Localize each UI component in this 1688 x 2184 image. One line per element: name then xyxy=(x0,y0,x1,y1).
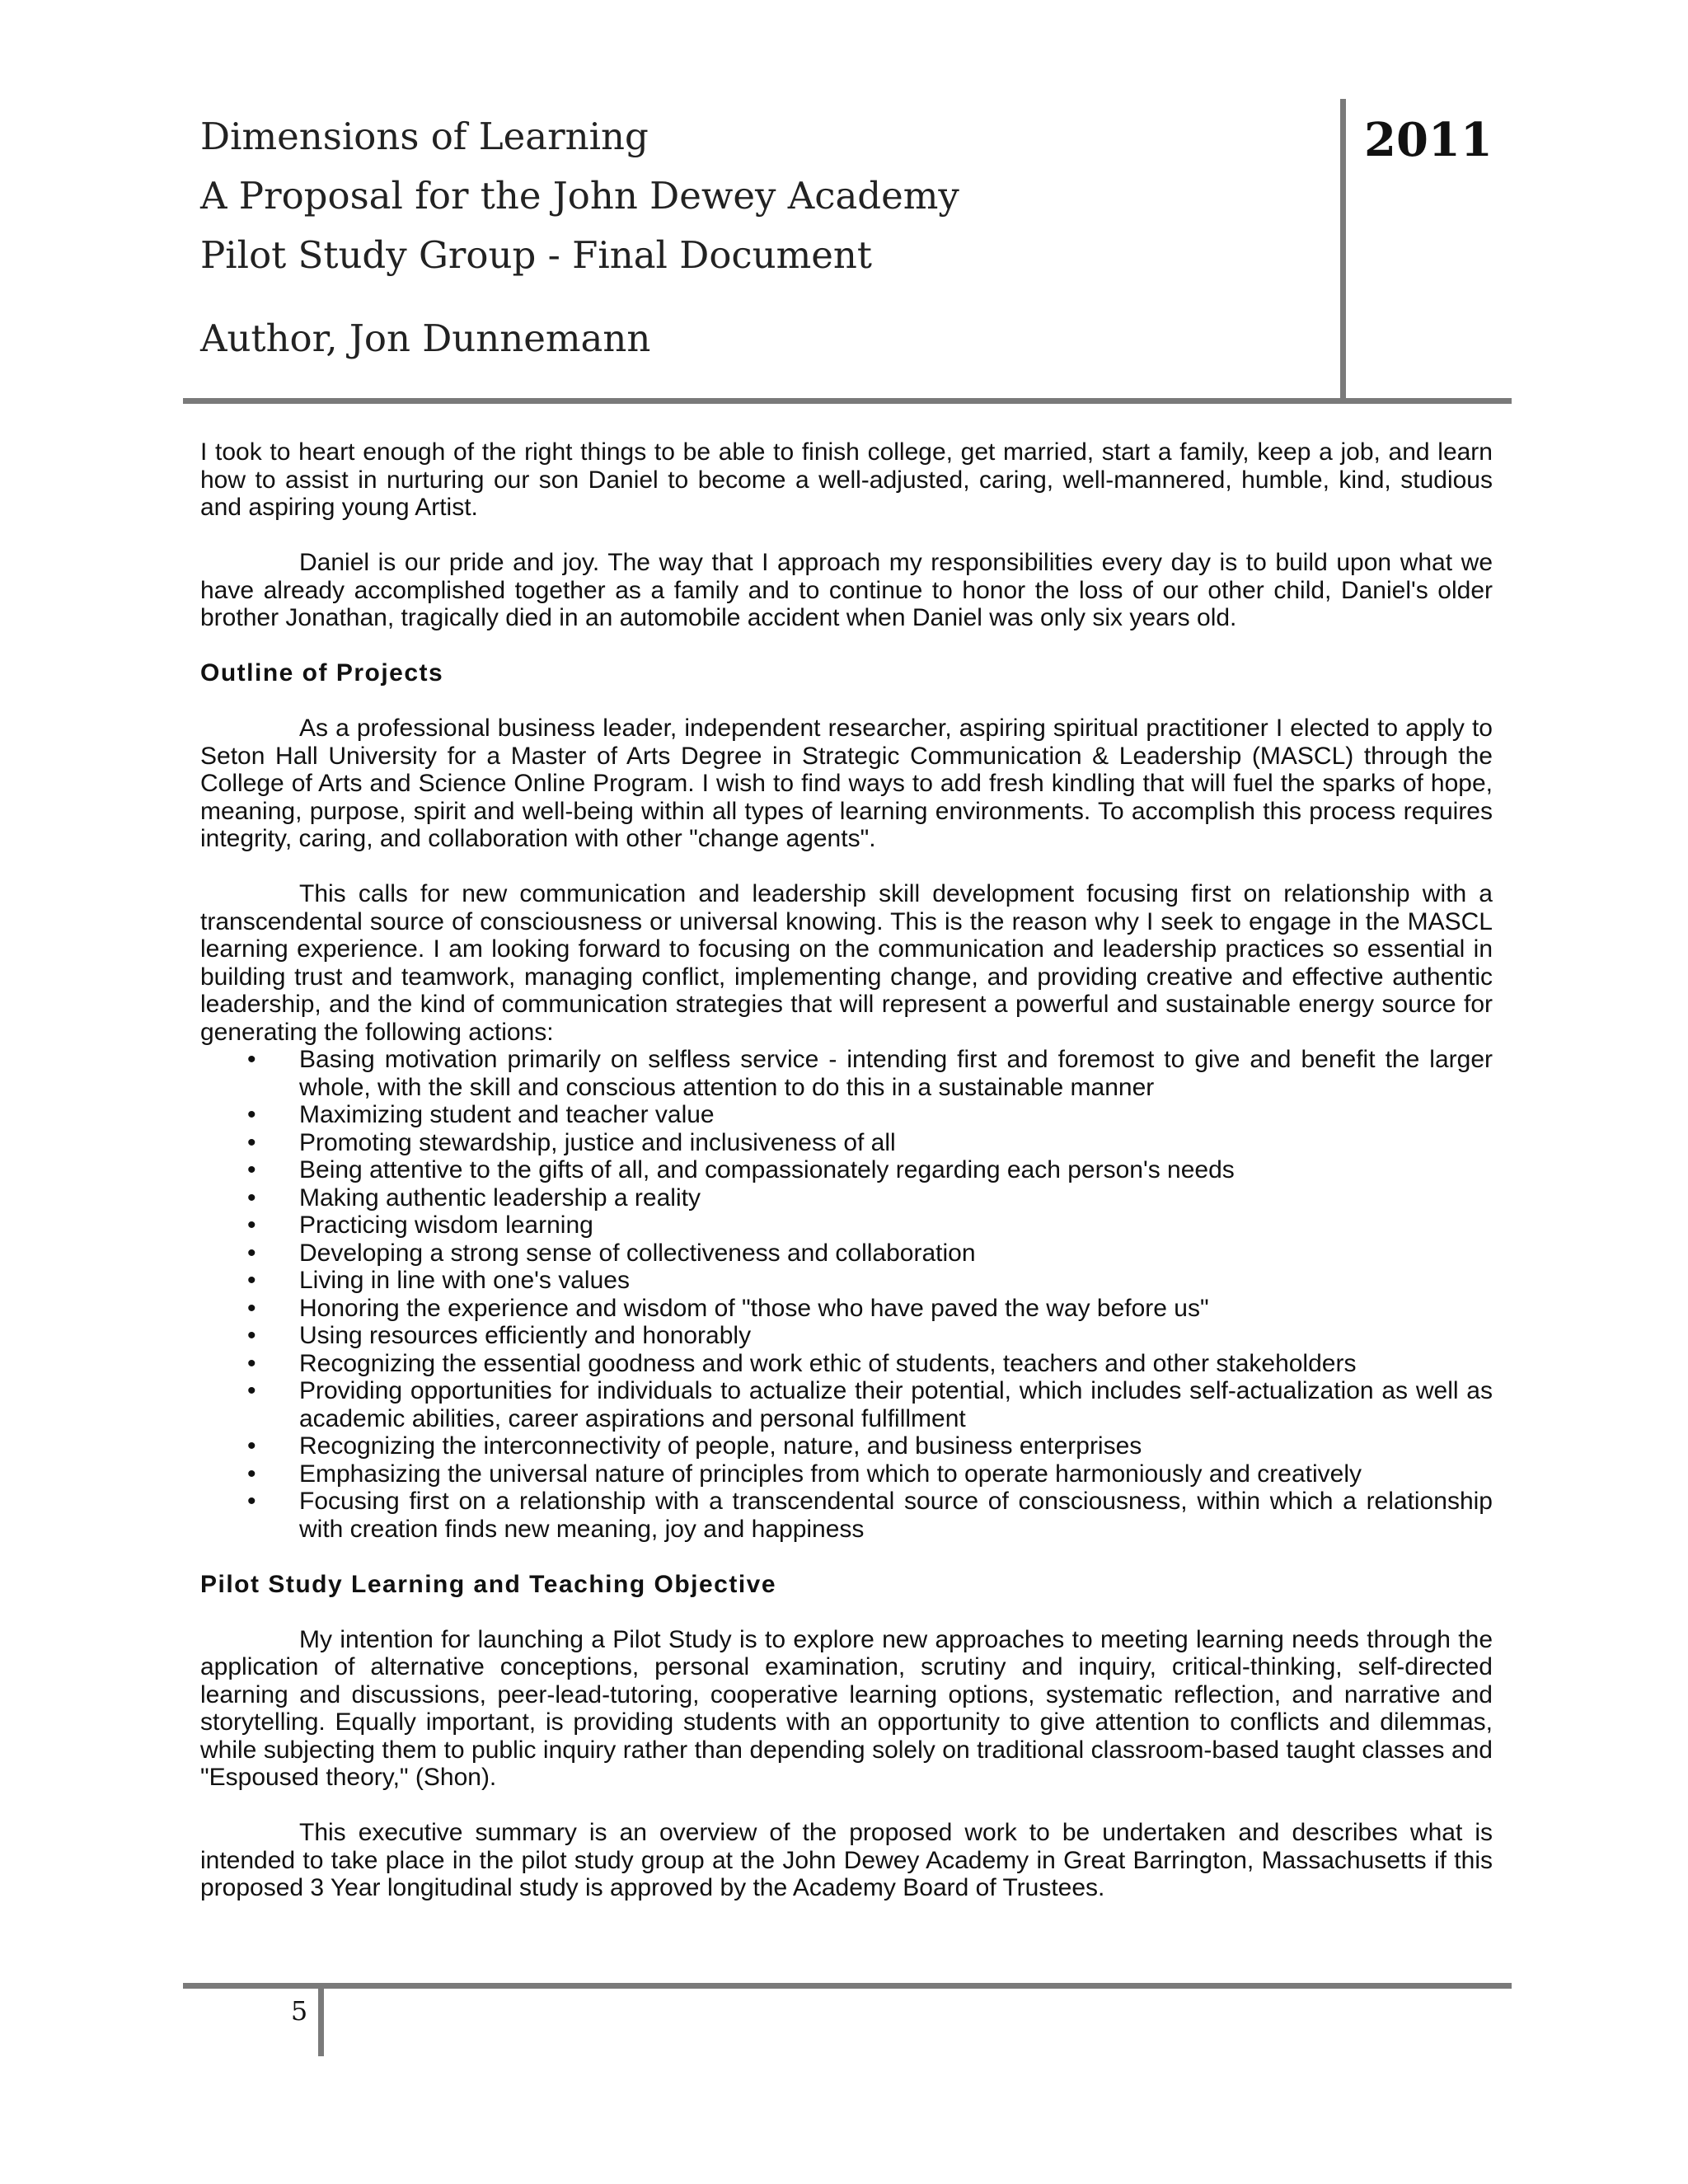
paragraph: My intention for launching a Pilot Study is to explore new approaches to meeting learning needs through the application of alternative conceptions, personal examination, scrutiny and inquiry, critical-thinking, self-directed learning and discussions, peer-lead-tutoring, cooperative learning options, systematic reflection, and narrative and storytelling. Equally important, is providing students with an opportunity to give attention to conflicts and dilemmas, while subjecting them to public inquiry rather than depending solely on traditional classroom-based taught classes and "Espoused theory," (Shon). xyxy=(200,1625,1493,1791)
list-item: • Emphasizing the universal nature of principles from which to operate harmoniously and creatively xyxy=(247,1460,1362,1488)
bullet-icon: • xyxy=(247,1294,256,1322)
list-item: • Making authentic leadership a reality xyxy=(247,1183,701,1212)
list-item: • Promoting stewardship, justice and inclusiveness of all xyxy=(247,1128,896,1156)
actions-bullet-list xyxy=(200,1046,1493,1543)
author-line: Author, Jon Dunnemann xyxy=(200,316,651,360)
section-heading-pilot-study: Pilot Study Learning and Teaching Objective xyxy=(200,1570,777,1598)
page-number: 5 xyxy=(290,1995,308,2027)
list-item: • Providing opportunities for individuals to actualize their potential, which includes self-actualization as well as academic abilities, career aspirations and personal fulfillment xyxy=(247,1377,1493,1432)
list-item: • Recognizing the interconnectivity of people, nature, and business enterprises xyxy=(247,1432,1142,1460)
bullet-icon: • xyxy=(247,1212,256,1239)
document-body xyxy=(200,438,1493,1902)
title-line-3: Pilot Study Group - Final Document xyxy=(200,233,872,277)
list-item: • Practicing wisdom learning xyxy=(247,1212,593,1239)
bullet-icon: • xyxy=(247,1460,256,1488)
list-item: • Living in line with one's values xyxy=(247,1267,630,1294)
list-item: • Maximizing student and teacher value xyxy=(247,1101,715,1128)
paragraph: Daniel is our pride and joy. The way that I approach my responsibilities every day is to build upon what we have already accomplished together as a family and to continue to honor the loss of our other child, Daniel's older brother Jonathan, tragically died in an automobile accident when Daniel was only six years old. xyxy=(200,549,1493,631)
title-line-2: A Proposal for the John Dewey Academy xyxy=(200,174,959,218)
bullet-icon: • xyxy=(247,1239,256,1267)
bullet-icon: • xyxy=(247,1267,256,1294)
list-item: • Recognizing the essential goodness and work ethic of students, teachers and other stakeholders xyxy=(247,1349,1357,1377)
bullet-icon: • xyxy=(247,1183,256,1212)
header-year: 2011 xyxy=(1364,113,1493,167)
bullet-icon: • xyxy=(247,1322,256,1349)
title-line-1: Dimensions of Learning xyxy=(200,115,649,158)
paragraph: I took to heart enough of the right things to be able to finish college, get married, start a family, keep a job, and learn how to assist in nurturing our son Daniel to become a well-adjusted, caring, well-mannered, humble, kind, studious and aspiring young Artist. xyxy=(200,438,1493,521)
bullet-icon: • xyxy=(247,1349,256,1377)
paragraph: This calls for new communication and leadership skill development focusing first on relationship with a transcendental source of consciousness or universal knowing. This is the reason why I seek to engage in the MASCL learning experience. I am looking forward to focusing on the communication and leadership practices so essential in building trust and teamwork, managing conflict, implementing change, and providing creative and effective authentic leadership, and the kind of communication strategies that will represent a powerful and sustainable energy source for generating the following actions: xyxy=(200,880,1493,1046)
list-item: • Basing motivation primarily on selfless service - intending first and foremost to give and benefit the larger whole, with the skill and conscious attention to do this in a sustainable manner xyxy=(247,1046,1493,1101)
bullet-icon: • xyxy=(247,1101,256,1128)
document-title xyxy=(200,107,1296,285)
paragraph: This executive summary is an overview of the proposed work to be undertaken and describes what is intended to take place in the pilot study group at the John Dewey Academy in Great Barrington, Massachusetts if this proposed 3 Year longitudinal study is approved by the Academy Board of Trustees. xyxy=(200,1819,1493,1901)
list-item: • Honoring the experience and wisdom of "those who have paved the way before us" xyxy=(247,1294,1209,1322)
bullet-icon: • xyxy=(247,1128,256,1156)
list-item: • Using resources efficiently and honorably xyxy=(247,1322,752,1349)
bullet-icon: • xyxy=(247,1488,256,1515)
bullet-icon: • xyxy=(247,1046,256,1073)
footer-vertical-rule xyxy=(318,1989,324,2056)
list-item: • Developing a strong sense of collectiveness and collaboration xyxy=(247,1239,976,1267)
bullet-icon: • xyxy=(247,1156,256,1183)
bullet-icon: • xyxy=(247,1432,256,1460)
header-horizontal-rule xyxy=(183,398,1512,404)
footer-horizontal-rule xyxy=(183,1983,1512,1989)
header-vertical-rule xyxy=(1340,99,1346,400)
list-item: • Being attentive to the gifts of all, and compassionately regarding each person's needs xyxy=(247,1156,1235,1183)
section-heading-outline: Outline of Projects xyxy=(200,659,444,687)
bullet-icon: • xyxy=(247,1377,256,1404)
list-item: • Focusing first on a relationship with a transcendental source of consciousness, within which a relationship with creation finds new meaning, joy and happiness xyxy=(247,1488,1493,1543)
paragraph: As a professional business leader, independent researcher, aspiring spiritual practitioner I elected to apply to Seton Hall University for a Master of Arts Degree in Strategic Communication & Leadership (MASCL) through the College of Arts and Science Online Program. I wish to find ways to add fresh kindling that will fuel the sparks of hope, meaning, purpose, spirit and well-being within all types of learning environments. To accomplish this process requires integrity, caring, and collaboration with other "change agents". xyxy=(200,715,1493,852)
